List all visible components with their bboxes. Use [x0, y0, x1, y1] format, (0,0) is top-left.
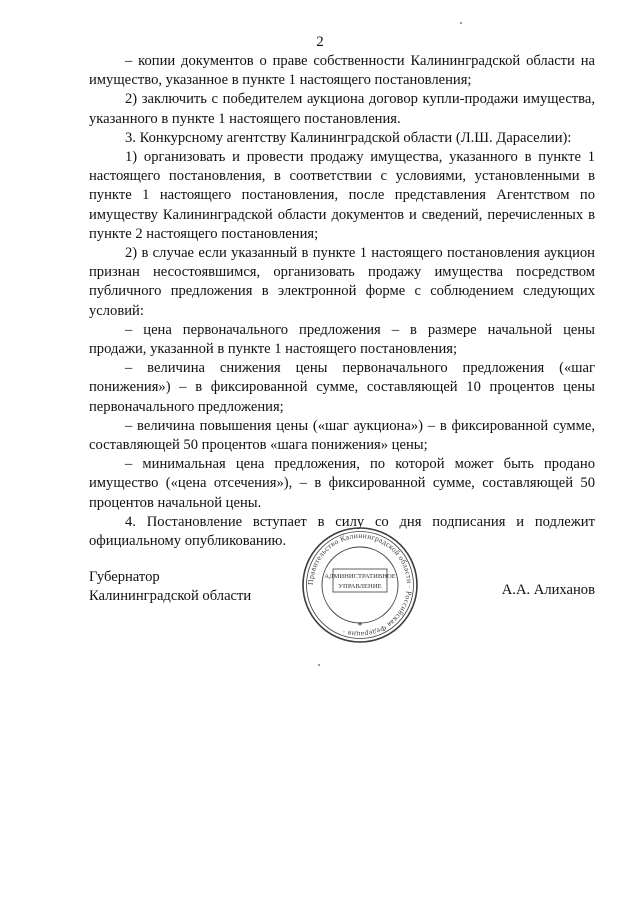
signatory-name: А.А. Алиханов: [501, 582, 595, 598]
official-seal: [295, 525, 425, 645]
seal-center-line2: УПРАВЛЕНИЕ: [338, 583, 382, 590]
paragraph-copies-of-documents: – копии документов о праве собственности Калининградской области на имущество, указанное в пункте 1 настоящего постановления;: [89, 53, 595, 89]
paragraph-organize-sale: 1) организовать и провести продажу имущества, указанного в пункте 1 настоящего постановления, в соответствии с условиями, установленными в пункте 1 настоящего постановления, после представления Агентством по имуществу Калининградской области документов и сведений, перечисленных в пункте 2 настоящего постановления;: [89, 149, 595, 242]
paragraph-competition-agency: 3. Конкурсному агентству Калининградской области (Л.Ш. Дараселии):: [125, 129, 572, 146]
seal-center-line1: АДМИНИСТРАТИВНОЕ: [324, 573, 396, 580]
signatory-position-line1: Губернатор: [89, 569, 160, 585]
signatory-position: [89, 568, 251, 606]
scan-speck: [318, 664, 320, 666]
scan-speck: [460, 22, 462, 24]
signatory-position-line2: Калининградской области: [89, 588, 252, 605]
paragraph-conclude-contract: 2) заключить с победителем аукциона договор купли-продажи имущества, указанного в пункте 1 настоящего постановления.: [89, 91, 595, 127]
paragraph-auction-step: – величина повышения цены («шаг аукциона») – в фиксированной сумме, составляющей 50 процентов «шага понижения» цены;: [89, 417, 595, 454]
paragraph-initial-price: – цена первоначального предложения – в размере начальной цены продажи, указанной в пункте 1 настоящего постановления;: [89, 321, 595, 358]
paragraph-entry-into-force: 4. Постановление вступает в силу со дня подписания и подлежит официальному опубликованию.: [89, 513, 595, 550]
paragraph-cutoff-price: – минимальная цена предложения, по которой может быть продано имущество («цена отсечения»), – в фиксированной сумме, составляющей 50 процентов начальной цены.: [89, 456, 595, 511]
seal-star: *: [357, 621, 363, 632]
seal-ring-text: Правительство Калининградской области · Российская Федерация ·: [305, 530, 415, 640]
paragraph-price-reduction-step: – величина снижения цены первоначального предложения («шаг понижения») – в фиксированной сумме, составляющей 10 процентов цены первоначального предложения;: [89, 360, 595, 415]
signature-block: [89, 525, 595, 645]
document-body: [89, 52, 595, 551]
paragraph-auction-failed: 2) в случае если указанный в пункте 1 настоящего постановления аукцион признан несостоявшимся, организовать продажу имущества посредством публичного предложения в электронной форме с соблюдением следующих условий:: [89, 245, 595, 319]
page-number: 2: [316, 34, 324, 50]
